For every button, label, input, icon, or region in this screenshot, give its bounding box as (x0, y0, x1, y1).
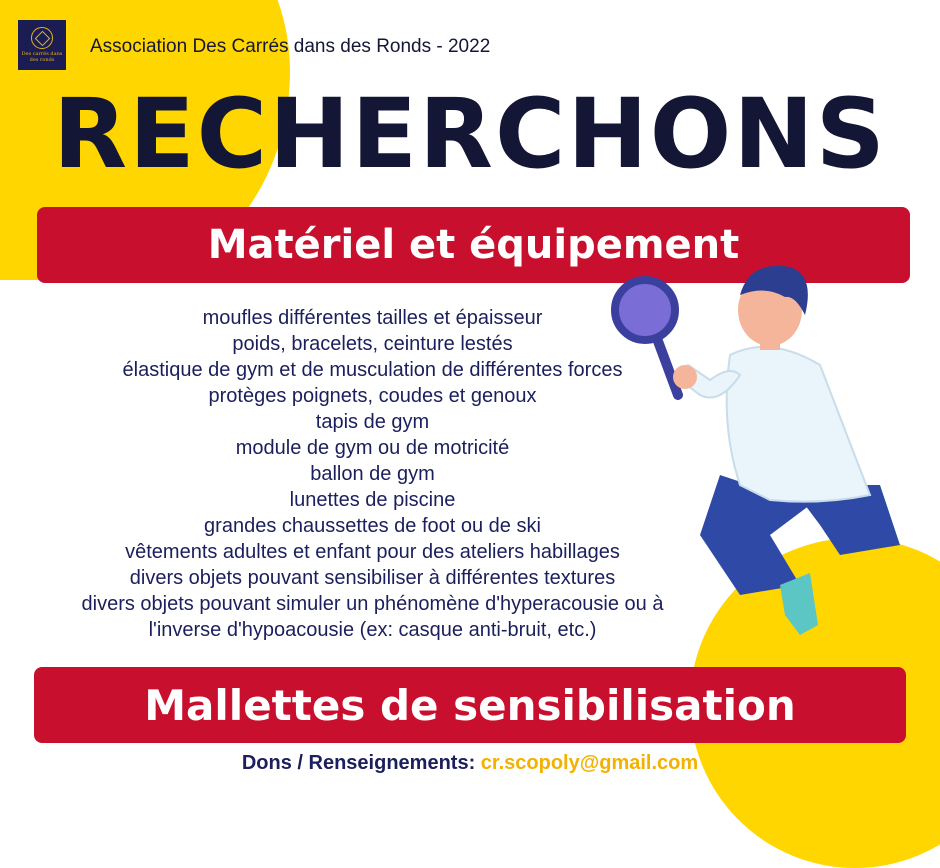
list-item: élastique de gym et de musculation de différentes forces (122, 359, 623, 381)
list-item: poids, bracelets, ceinture lestés (232, 333, 513, 355)
list-item: ballon de gym (310, 463, 435, 485)
contact-label: Dons / Renseignements: (241, 752, 476, 774)
list-item: tapis de gym (315, 411, 430, 433)
section-banner-kits (34, 667, 906, 743)
list-item: l'inverse d'hypoacousie (ex: casque anti-bruit, etc.) (148, 619, 597, 641)
section-heading-kits: Mallettes de sensibilisation (144, 680, 796, 730)
logo-mark-icon (31, 27, 53, 49)
list-item: divers objets pouvant simuler un phénomène d'hyperacousie ou à (81, 593, 664, 615)
list-item: moufles différentes tailles et épaisseur (202, 307, 543, 329)
list-item: divers objets pouvant sensibiliser à différentes textures (129, 567, 616, 589)
contact-line (0, 752, 940, 775)
page-title: RECHERCHONS (53, 78, 887, 190)
list-item: grandes chaussettes de foot ou de ski (204, 515, 541, 537)
list-item: lunettes de piscine (289, 489, 456, 511)
association-name: Association Des Carrés dans des Ronds - 2022 (90, 36, 491, 57)
person-with-magnifier-illustration (590, 255, 930, 655)
contact-email-link[interactable]: cr.scopoly@gmail.com (480, 752, 699, 774)
association-logo (18, 20, 66, 70)
logo-text: Des carrés dans des ronds (21, 51, 63, 63)
list-item: vêtements adultes et enfant pour des ateliers habillages (125, 541, 620, 563)
section-heading-equipment: Matériel et équipement (207, 222, 740, 268)
magnifying-glass-icon (615, 280, 678, 395)
list-item: protèges poignets, coudes et genoux (208, 385, 537, 407)
list-item: module de gym ou de motricité (235, 437, 510, 459)
